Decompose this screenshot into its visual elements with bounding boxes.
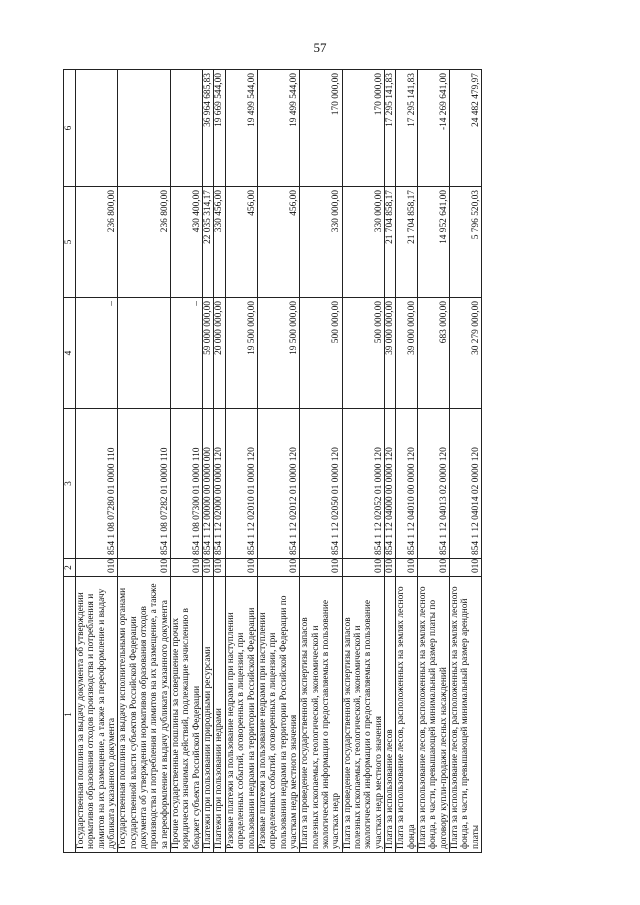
row-budget-code: 854 1 08 07300 01 0000 110 bbox=[171, 409, 203, 559]
row-unexecuted-amount: 17 295 141,83 bbox=[396, 70, 418, 187]
row-approved-amount: – bbox=[76, 298, 118, 409]
row-approved-amount: 683 000,00 bbox=[418, 298, 450, 409]
row-line-code: 010 bbox=[418, 559, 450, 577]
column-header: 1 bbox=[64, 577, 76, 853]
row-executed-amount: 456,00 bbox=[225, 187, 257, 298]
row-unexecuted-amount bbox=[76, 70, 118, 187]
row-line-code: 010 bbox=[396, 559, 418, 577]
row-name: Плата за использование лесов, расположенных на землях лесного фонда bbox=[396, 577, 418, 853]
row-approved-amount: 500 000,00 bbox=[300, 298, 342, 409]
row-approved-amount: 500 000,00 bbox=[342, 298, 384, 409]
row-budget-code: 854 1 12 04010 00 0000 120 bbox=[396, 409, 418, 559]
row-approved-amount: 30 279 000,00 bbox=[450, 298, 482, 409]
row-budget-code: 854 1 08 07282 01 0000 110 bbox=[118, 409, 171, 559]
row-executed-amount: 330 456,00 bbox=[214, 187, 225, 298]
row-line-code: 010 bbox=[76, 559, 118, 577]
row-unexecuted-amount: 17 295 141,83 bbox=[384, 70, 395, 187]
row-name: Плата за проведение государственной экспертизы запасов полезных ископаемых, геологической, экономической и экологической информации о предоставляемых в пользование участках недр bbox=[300, 577, 342, 853]
rotated-table-container bbox=[63, 70, 541, 853]
row-executed-amount: 330 000,00 bbox=[300, 187, 342, 298]
column-header: 2 bbox=[64, 559, 76, 577]
row-executed-amount: 5 796 520,03 bbox=[450, 187, 482, 298]
row-approved-amount: – bbox=[171, 298, 203, 409]
row-budget-code: 854 1 12 04000 00 0000 120 bbox=[384, 409, 395, 559]
table-row bbox=[203, 70, 214, 853]
row-line-code: 010 bbox=[342, 559, 384, 577]
row-unexecuted-amount: 24 482 479,97 bbox=[450, 70, 482, 187]
table-row bbox=[342, 70, 384, 853]
row-unexecuted-amount bbox=[171, 70, 203, 187]
table-row bbox=[214, 70, 225, 853]
row-executed-amount: 21 704 858,17 bbox=[396, 187, 418, 298]
row-line-code: 010 bbox=[214, 559, 225, 577]
row-name: Государственная пошлина за выдачу исполнительными органами государственной власти субъектов Российской Федерации документа об утверждении нормативов образования отходов производства и потребления и лимитов на их размещение, а также за переоформление и выдачу дубликата указанного документа bbox=[118, 577, 171, 853]
table-row bbox=[300, 70, 342, 853]
table-row bbox=[257, 70, 299, 853]
row-name: Прочие государственные пошлины за совершение прочих юридически значимых действий, подлежащие зачислению в бюджет субъекта Российской Федерации bbox=[171, 577, 203, 853]
row-executed-amount: 430 400,00 bbox=[171, 187, 203, 298]
row-name: Разовые платежи за пользование недрами при наступлении определенных событий, оговоренных в лицензии, при пользовании недрами на территории Российской Федерации по участкам недр местного значения bbox=[257, 577, 299, 853]
row-approved-amount: 59 000 000,00 bbox=[203, 298, 214, 409]
table-row bbox=[118, 70, 171, 853]
row-name: Платежи при пользовании природными ресурсами bbox=[203, 577, 214, 853]
column-header: 3 bbox=[64, 409, 76, 559]
column-header: 6 bbox=[64, 70, 76, 187]
table-row bbox=[450, 70, 482, 853]
budget-table bbox=[63, 69, 482, 853]
row-approved-amount: 39 000 000,00 bbox=[384, 298, 395, 409]
row-line-code: 010 bbox=[171, 559, 203, 577]
row-approved-amount: 20 000 000,00 bbox=[214, 298, 225, 409]
row-approved-amount: 39 000 000,00 bbox=[396, 298, 418, 409]
row-unexecuted-amount: 19 669 544,00 bbox=[214, 70, 225, 187]
row-budget-code: 854 1 12 00000 00 0000 000 bbox=[203, 409, 214, 559]
column-header: 5 bbox=[64, 187, 76, 298]
row-budget-code: 854 1 12 02052 01 0000 120 bbox=[342, 409, 384, 559]
row-line-code: 010 bbox=[300, 559, 342, 577]
row-unexecuted-amount bbox=[118, 70, 171, 187]
row-executed-amount: 236 800,00 bbox=[118, 187, 171, 298]
row-line-code: 010 bbox=[118, 559, 171, 577]
table-row bbox=[396, 70, 418, 853]
row-name: Плата за использование лесов, расположенных на землях лесного фонда, в части, превышающей минимальный размер платы по договору купли-продажи лесных насаждений bbox=[418, 577, 450, 853]
row-name: Разовые платежи за пользование недрами при наступлении определенных событий, оговоренных в лицензии, при пользовании недрами на территории Российской Федерации bbox=[225, 577, 257, 853]
table-row bbox=[76, 70, 118, 853]
table-row bbox=[171, 70, 203, 853]
row-line-code: 010 bbox=[257, 559, 299, 577]
row-unexecuted-amount: 19 499 544,00 bbox=[225, 70, 257, 187]
row-approved-amount bbox=[118, 298, 171, 409]
row-budget-code: 854 1 12 02000 00 0000 120 bbox=[214, 409, 225, 559]
row-executed-amount: 14 952 641,00 bbox=[418, 187, 450, 298]
column-header: 4 bbox=[64, 298, 76, 409]
row-name: Платежи при пользовании недрами bbox=[214, 577, 225, 853]
row-unexecuted-amount: 36 964 685,83 bbox=[203, 70, 214, 187]
page-number: 57 bbox=[313, 40, 327, 55]
row-line-code: 010 bbox=[225, 559, 257, 577]
row-line-code: 010 bbox=[203, 559, 214, 577]
table-row bbox=[225, 70, 257, 853]
row-approved-amount: 19 500 000,00 bbox=[257, 298, 299, 409]
row-executed-amount: 330 000,00 bbox=[342, 187, 384, 298]
row-unexecuted-amount: 170 000,00 bbox=[342, 70, 384, 187]
row-name: Плата за использование лесов, расположенных на землях лесного фонда, в части, превышающей минимальный размер арендной платы bbox=[450, 577, 482, 853]
row-executed-amount: 22 035 314,17 bbox=[203, 187, 214, 298]
row-budget-code: 854 1 12 04014 02 0000 120 bbox=[450, 409, 482, 559]
row-budget-code: 854 1 12 02012 01 0000 120 bbox=[257, 409, 299, 559]
table-row bbox=[418, 70, 450, 853]
table-row bbox=[384, 70, 395, 853]
row-line-code: 010 bbox=[450, 559, 482, 577]
row-budget-code: 854 1 12 04013 02 0000 120 bbox=[418, 409, 450, 559]
row-executed-amount: 21 704 858,17 bbox=[384, 187, 395, 298]
row-unexecuted-amount: 170 000,00 bbox=[300, 70, 342, 187]
row-line-code: 010 bbox=[384, 559, 395, 577]
row-approved-amount: 19 500 000,00 bbox=[225, 298, 257, 409]
table-body bbox=[76, 70, 482, 853]
row-budget-code: 854 1 08 07280 01 0000 110 bbox=[76, 409, 118, 559]
row-name: Плата за проведение государственной экспертизы запасов полезных ископаемых, геологической, экономической и экологической информации о предоставляемых в пользование участках недр местного значения bbox=[342, 577, 384, 853]
row-executed-amount: 456,00 bbox=[257, 187, 299, 298]
row-budget-code: 854 1 12 02050 01 0000 120 bbox=[300, 409, 342, 559]
row-budget-code: 854 1 12 02010 01 0000 120 bbox=[225, 409, 257, 559]
row-name: Плата за использование лесов bbox=[384, 577, 395, 853]
table-header-row bbox=[64, 70, 76, 853]
row-executed-amount: 236 800,00 bbox=[76, 187, 118, 298]
row-unexecuted-amount: 19 499 544,00 bbox=[257, 70, 299, 187]
row-unexecuted-amount: -14 269 641,00 bbox=[418, 70, 450, 187]
row-name: Государственная пошлина за выдачу документа об утверждении нормативов образования отходов производства и потребления и лимитов на их размещение, а также за переоформление и выдачу дубликата указанного документа bbox=[76, 577, 118, 853]
